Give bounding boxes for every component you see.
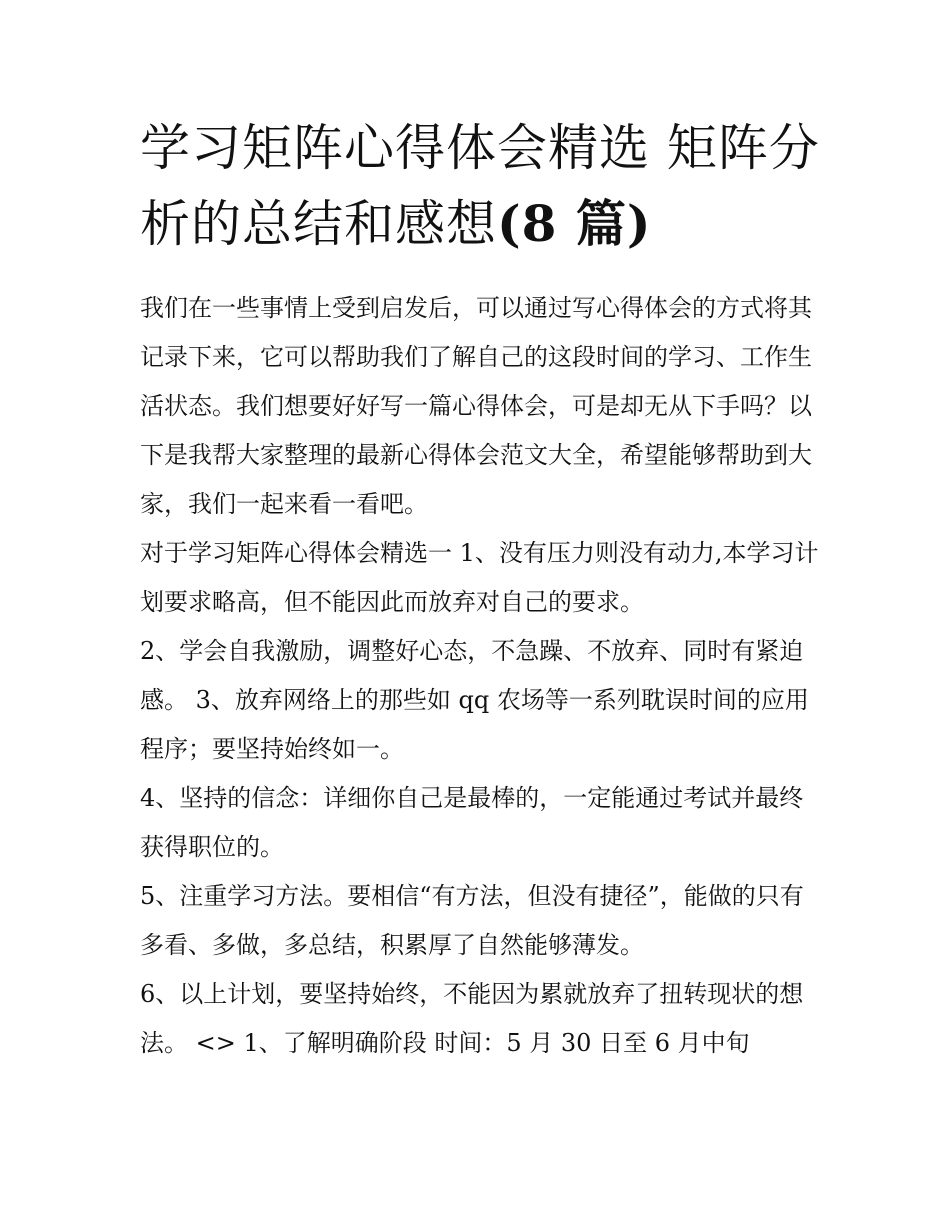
- title-main-text: 学习矩阵心得体会精选 矩阵分析的总结和感想: [140, 119, 820, 253]
- title-suffix-text: (8 篇): [497, 194, 652, 253]
- paragraph-item-2-3: 2、学会自我激励，调整好心态，不急躁、不放弃、同时有紧迫感。 3、放弃网络上的那些如 qq 农场等一系列耽误时间的应用程序；要坚持始终如一。: [140, 637, 809, 763]
- paragraph-item-1: 对于学习矩阵心得体会精选一 1、没有压力则没有动力,本学习计划要求略高，但不能因此而放弃对自己的要求。: [140, 539, 819, 616]
- intro-paragraph: 我们在一些事情上受到启发后，可以通过写心得体会的方式将其记录下来，它可以帮助我们了解自己的这段时间的学习、工作生活状态。我们想要好好写一篇心得体会，可是却无从下手吗？以下是我帮大家整理的最新心得体会范文大全，希望能够帮助到大家，我们一起来看一看吧。: [140, 294, 812, 518]
- document-title: [140, 110, 820, 262]
- paragraph-item-6: 6、以上计划，要坚持始终，不能因为累就放弃了扭转现状的想法。 <> 1、了解明确阶段 时间：5 月 30 日至 6 月中旬: [140, 980, 804, 1057]
- paragraph-item-4: 4、坚持的信念：详细你自己是最棒的，一定能通过考试并最终获得职位的。: [140, 784, 804, 861]
- document-page: [140, 110, 820, 1068]
- paragraph-item-5: 5、注重学习方法。要相信“有方法，但没有捷径”，能做的只有多看、多做，多总结，积累厚了自然能够薄发。: [140, 882, 804, 959]
